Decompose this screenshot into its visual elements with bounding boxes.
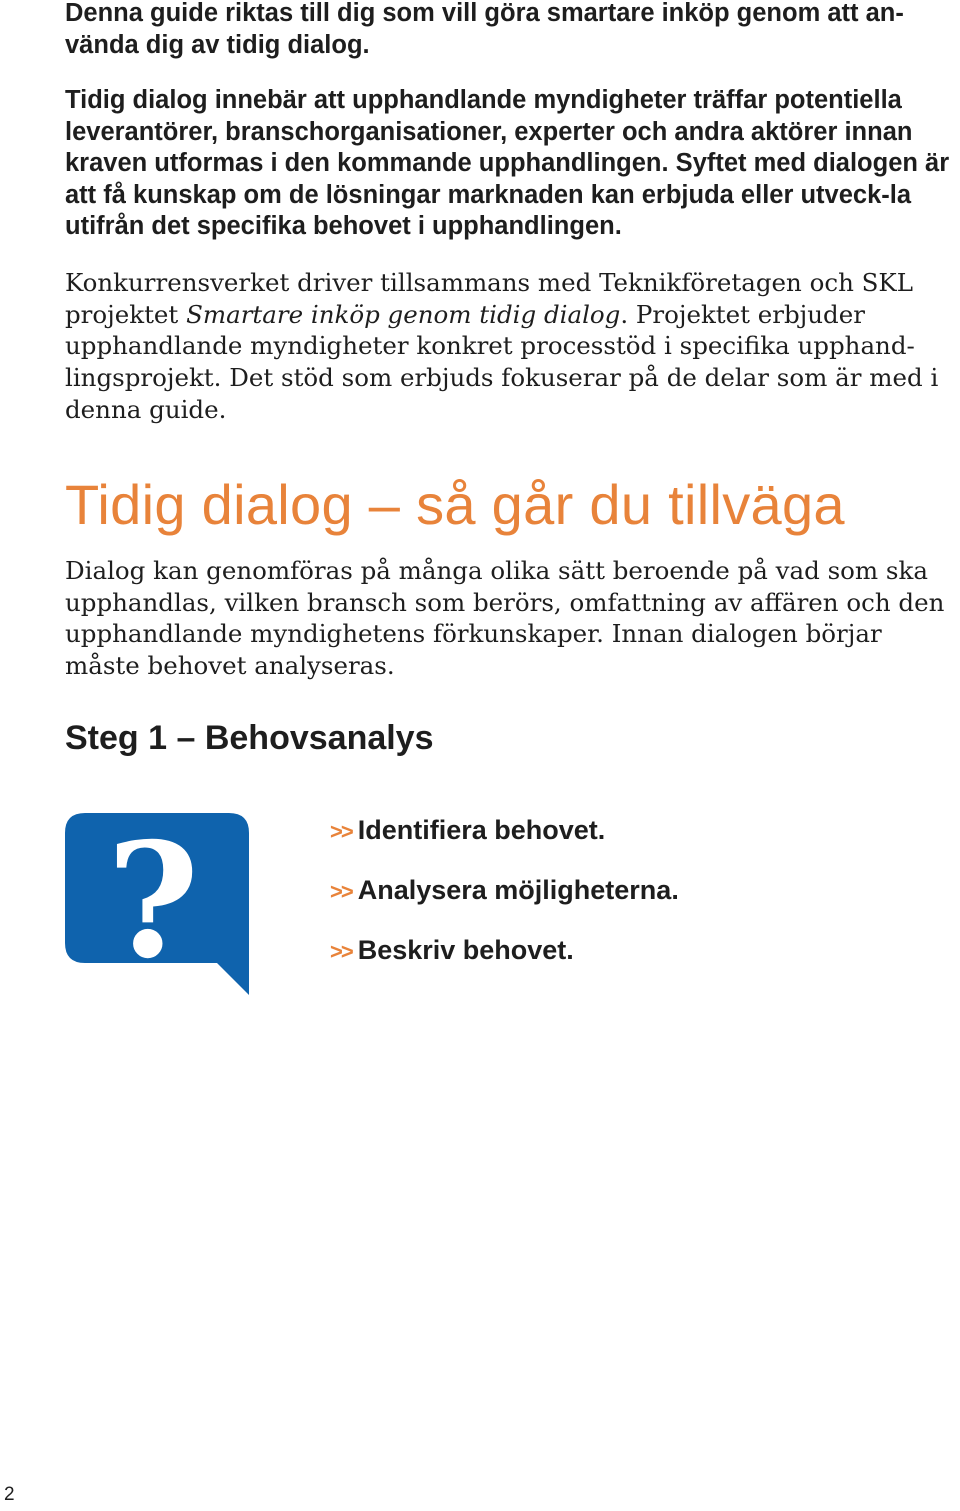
project-name: Smartare inköp genom tidig dialog — [186, 299, 621, 329]
step-item-label: Identifiera behovet. — [357, 815, 606, 845]
project-text-before: Konkurrensverket driver tillsammans med Teknikföretagen och SKL projektet — [65, 268, 913, 329]
step-list — [330, 808, 679, 988]
intro-paragraph-1: Denna guide riktas till dig som vill göra smartare inköp genom att an-vända dig av tidig dialog. — [65, 0, 904, 59]
project-paragraph — [65, 267, 950, 426]
chevron-double-right-icon: >> — [330, 819, 352, 844]
step-item-identify — [330, 808, 679, 868]
project-text-after: . Projektet erbjuder upphandlande myndigheter konkret processtöd i specifika upphand-lingsprojekt. Det stöd som erbjuds fokuserar på de delar som är med i denna guide. — [65, 299, 939, 424]
section-heading: Tidig dialog – så går du tillväga — [65, 473, 845, 536]
step-title: Steg 1 – Behovsanalys — [65, 719, 434, 757]
chevron-double-right-icon: >> — [330, 939, 352, 964]
intro-paragraph-2: Tidig dialog innebär att upphandlande myndigheter träffar potentiella leverantörer, branschorganisationer, experter och andra aktörer innan kraven utformas i den kommande upphandlingen. Syftet med dialogen är att få kunskap om de lösningar marknaden kan erbjuda eller utveck-la utifrån det specifika behovet i upphandlingen. — [65, 86, 950, 240]
step-item-label: Analysera möjligheterna. — [357, 875, 679, 905]
page-number: 2 — [4, 1484, 15, 1505]
step-item-label: Beskriv behovet. — [357, 935, 574, 965]
question-speech-bubble-icon — [65, 813, 249, 995]
step-item-describe — [330, 928, 679, 988]
step-item-analyse — [330, 868, 679, 928]
svg-text:?: ? — [106, 813, 200, 994]
section-body: Dialog kan genomföras på många olika sätt beroende på vad som ska upphandlas, vilken bransch som berörs, omfattning av affären och den upphandlande myndighetens förkunskaper. Innan dialogen börjar måste behovet analyseras. — [65, 556, 945, 681]
chevron-double-right-icon: >> — [330, 879, 352, 904]
